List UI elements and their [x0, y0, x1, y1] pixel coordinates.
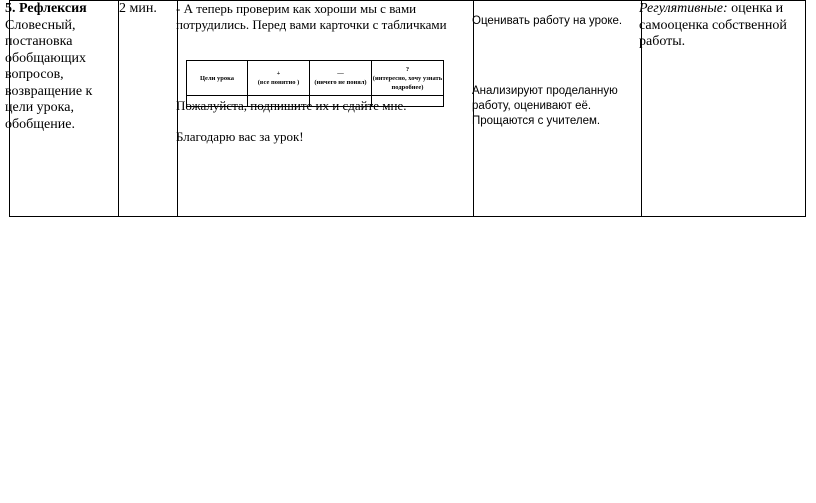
- reflection-card-table: [186, 60, 444, 107]
- stage-time: 2 мин.: [119, 1, 157, 16]
- student-activity-cell: [472, 14, 632, 129]
- uud-label: Регулятивные:: [639, 1, 728, 16]
- card-empty-cell: [372, 96, 444, 107]
- stage-cell: [5, 1, 107, 133]
- card-empty-cell: [248, 96, 310, 107]
- plus-symbol: +: [276, 70, 281, 77]
- column-divider: [118, 0, 119, 216]
- card-col-goals: Цели урока: [187, 61, 248, 96]
- stage-title: 5. Рефлексия: [5, 1, 87, 16]
- time-cell: [119, 1, 175, 18]
- student-line-2: Анализируют проделанную работу, оценивают её. Прощаются с учителем.: [472, 85, 618, 127]
- thanks-text: Благодарю вас за урок!: [176, 128, 304, 144]
- table-bottom-border: [9, 216, 806, 217]
- card-col-minus: — (ничего не понял): [310, 61, 372, 96]
- card-empty-cell: [187, 96, 248, 107]
- card-empty-cell: [310, 96, 372, 107]
- teacher-intro: - А теперь проверим как хороши мы с вами потрудились. Перед вами карточки с табличками: [176, 1, 447, 32]
- question-symbol: ?: [405, 65, 410, 73]
- card-col-plus: + (все понятно ): [248, 61, 310, 96]
- stage-description: Словесный, постановка обобщающих вопросов, возвращение к цели урока, обобщение.: [5, 17, 93, 132]
- minus-symbol: —: [337, 70, 344, 77]
- uud-text: оценка и самооценка собственной работы.: [639, 1, 787, 49]
- sign-request: Пожалуйста, подпишите их и сдайте мне.: [176, 98, 407, 113]
- student-line-1: Оценивать работу на уроке.: [472, 15, 623, 27]
- uud-cell: [639, 1, 799, 51]
- column-divider: [805, 0, 806, 216]
- card-col-question: ? (интересно, хочу узнать подробнее): [372, 61, 444, 96]
